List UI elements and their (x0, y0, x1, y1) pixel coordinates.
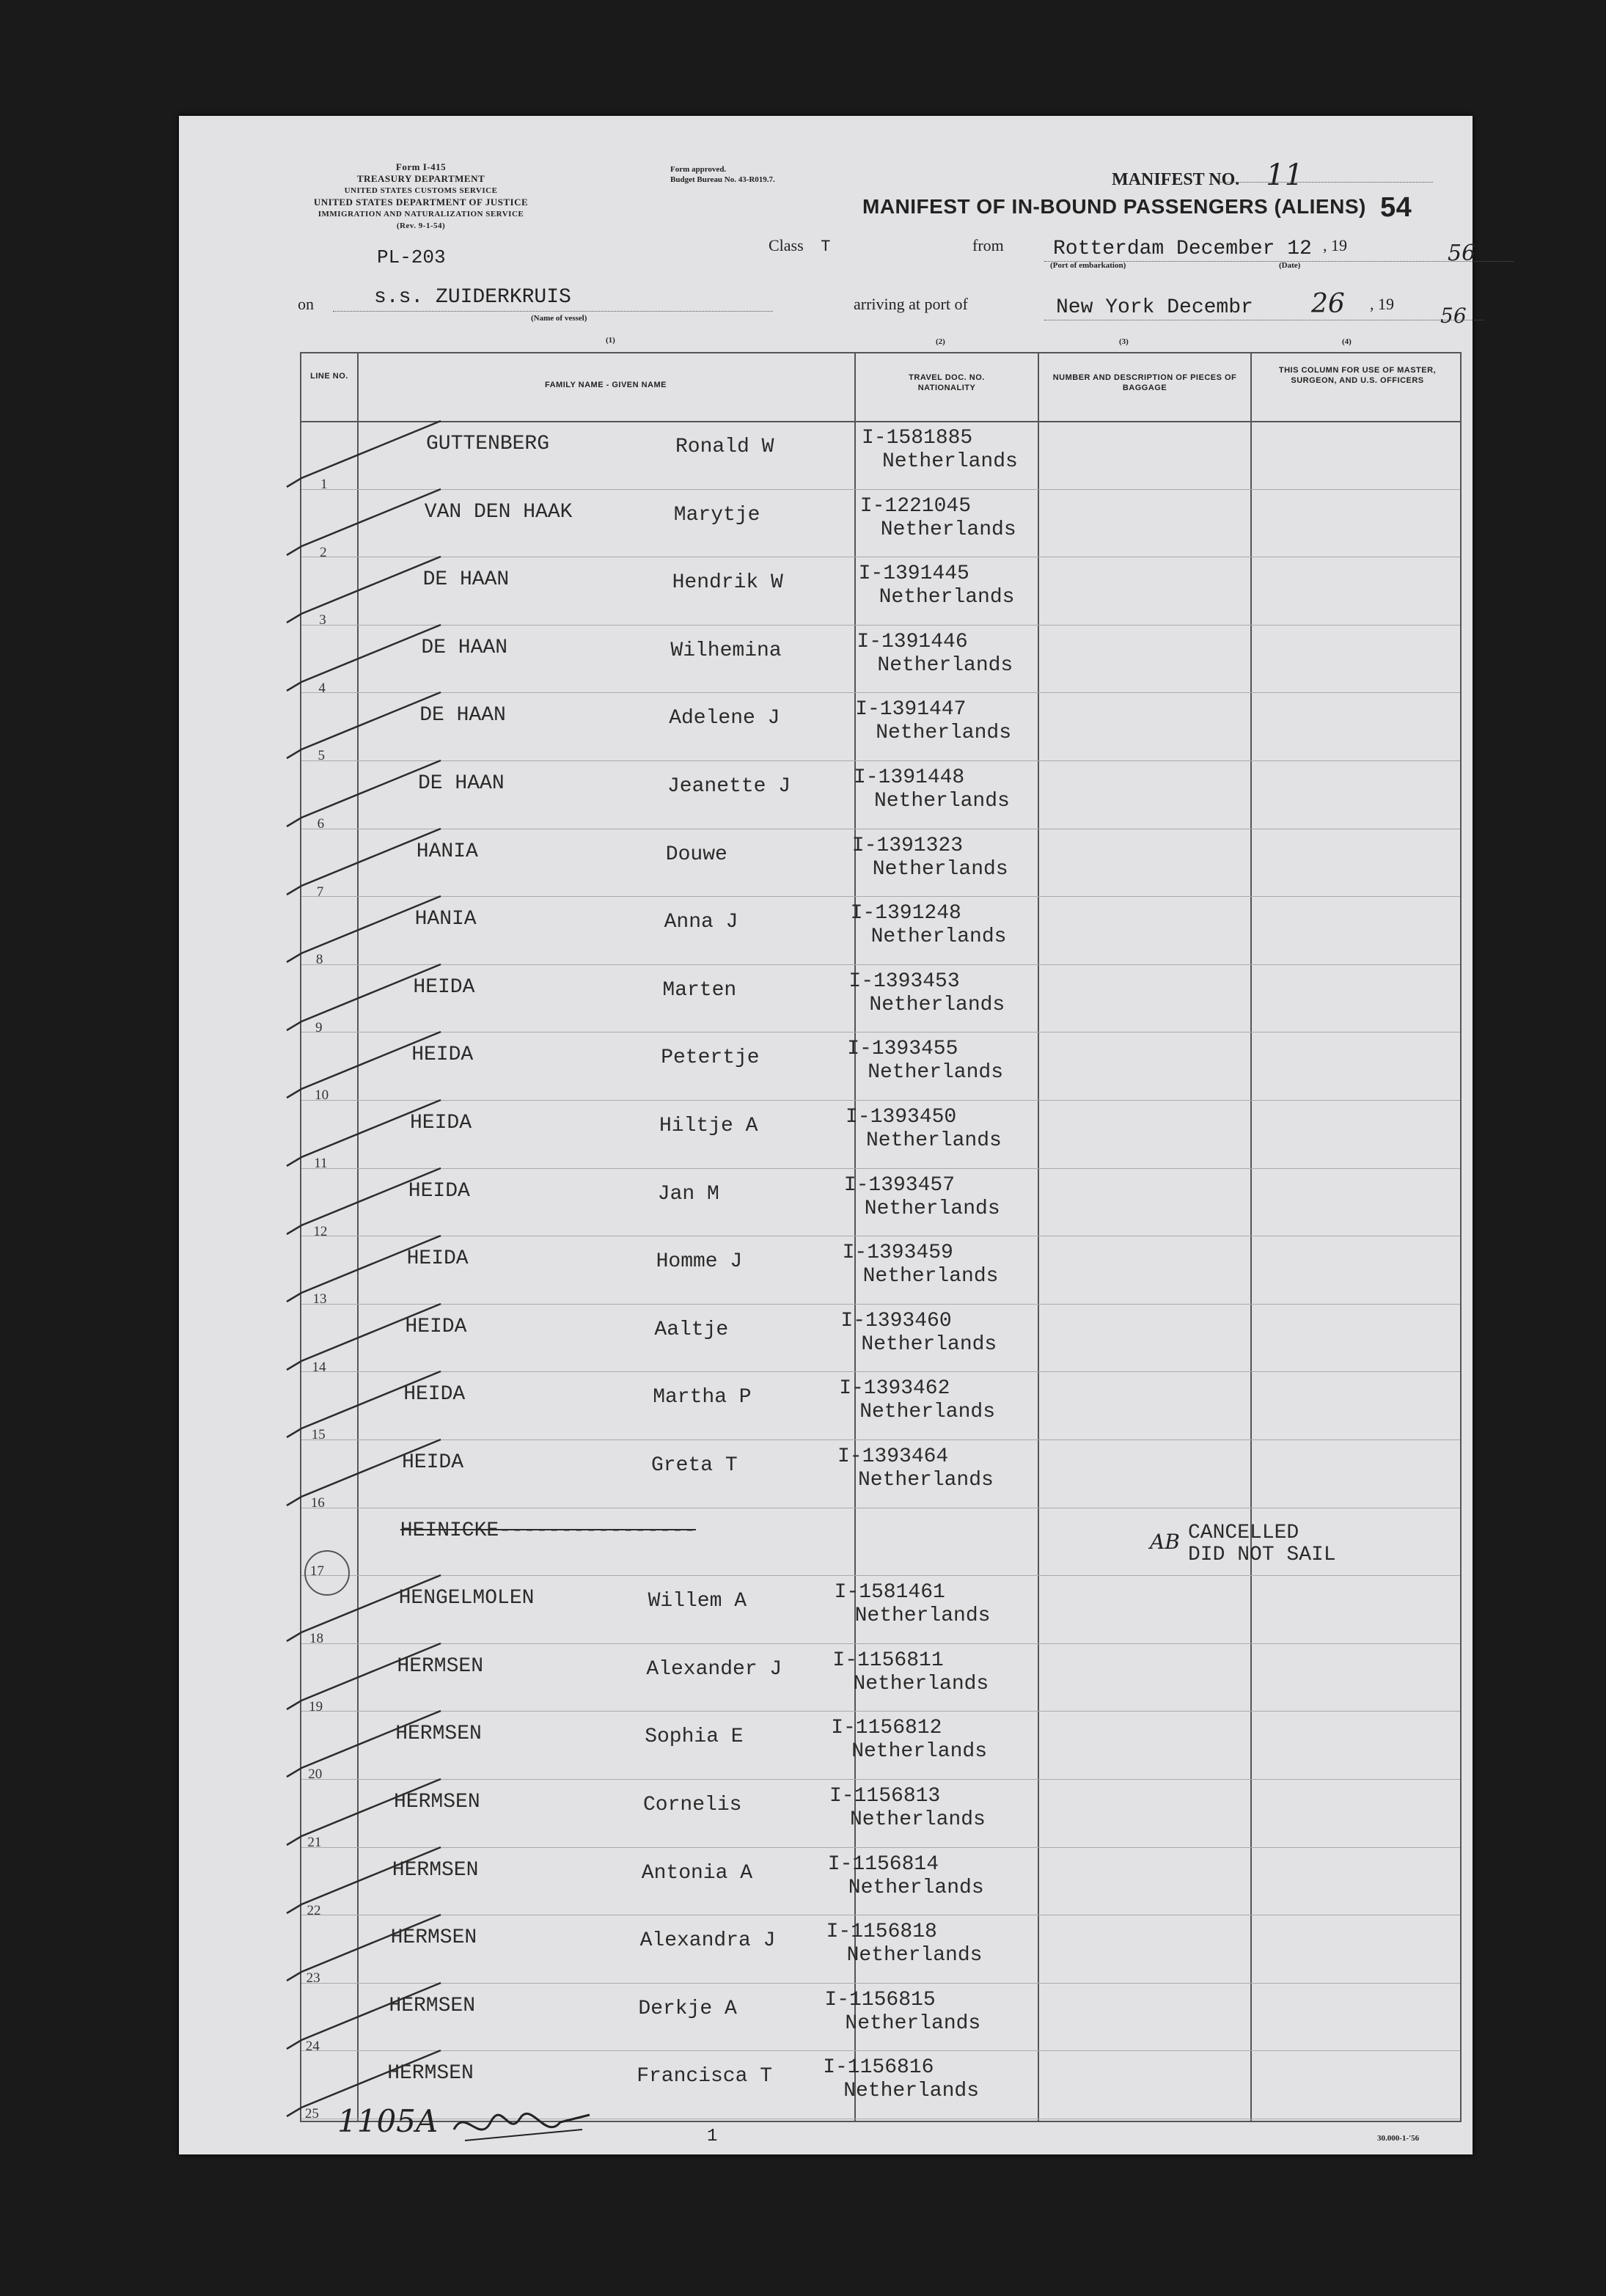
nationality: Netherlands (845, 2011, 981, 2035)
rev-label: (Rev. 9-1-54) (396, 221, 446, 230)
family-name: DE HAAN (422, 568, 510, 592)
pl-number: PL-203 (377, 246, 446, 268)
family-name: HANIA (414, 908, 477, 931)
bottom-signature-scrawl (450, 2100, 597, 2155)
line-number: 9 (315, 1019, 323, 1035)
family-name: DE HAAN (418, 772, 505, 795)
col-number-2: (2) (936, 337, 945, 346)
manifest-no-value: 11 (1266, 158, 1304, 192)
nationality: Netherlands (866, 1129, 1002, 1152)
given-name: Douwe (665, 843, 727, 866)
travel-doc-number: I-1581885 (862, 427, 973, 450)
cancel-line-2: DID NOT SAIL (1188, 1544, 1336, 1566)
travel-doc-number: I-1393462 (839, 1377, 950, 1401)
travel-doc-number: I-1393453 (848, 969, 960, 993)
nationality: Netherlands (862, 1265, 999, 1288)
bottom-mark: 1 (707, 2127, 718, 2146)
table-row (301, 421, 1460, 490)
nationality: Netherlands (858, 1469, 994, 1492)
family-name: HERMSEN (392, 1858, 479, 1882)
table-row (301, 557, 1460, 626)
form-block (260, 161, 582, 232)
travel-doc-number: I-1393450 (846, 1106, 957, 1129)
table-row (301, 1983, 1460, 2052)
family-name: HERMSEN (395, 1723, 482, 1746)
from-year-hand: 56 (1448, 241, 1476, 266)
table-row (301, 1711, 1460, 1783)
line-number: 15 (311, 1427, 326, 1443)
line-number: 4 (318, 680, 326, 696)
given-name: Wilhemina (670, 639, 782, 662)
justice-label: UNITED STATES DEPARTMENT OF JUSTICE (313, 197, 529, 208)
family-name: HEIDA (411, 1044, 474, 1067)
table-row (301, 489, 1460, 558)
family-name: HERMSEN (390, 1926, 477, 1950)
manifest-no (1112, 158, 1303, 192)
table-row (301, 760, 1460, 832)
travel-doc-number: I-1156813 (829, 1785, 941, 1808)
line-number: 1 (320, 477, 328, 492)
travel-doc-number: I-1156811 (832, 1648, 944, 1672)
nationality: Netherlands (868, 1061, 1004, 1085)
table-row (301, 1032, 1460, 1104)
footer-code: 30.000-1-'56 (1377, 2134, 1420, 2143)
nationality: Netherlands (861, 1332, 997, 1356)
given-name: Jeanette J (667, 775, 791, 798)
travel-doc-number: I-1393460 (840, 1309, 952, 1332)
arriving-label: arriving at port of (854, 295, 968, 313)
travel-doc-number: I-1393459 (842, 1241, 953, 1265)
given-name: Petertje (661, 1046, 760, 1070)
nationality: Netherlands (876, 722, 1012, 745)
header-line-no: LINE NO. (310, 372, 348, 381)
given-name: Ronald W (675, 436, 774, 458)
family-name: HENGELMOLEN (398, 1587, 535, 1610)
nationality: Netherlands (880, 518, 1016, 541)
line-number: 5 (318, 748, 325, 764)
header-name: FAMILY NAME - GIVEN NAME (544, 381, 667, 389)
line-number: 13 (312, 1291, 327, 1307)
family-name: DE HAAN (419, 704, 506, 727)
line-number: 14 (312, 1359, 326, 1375)
from-label: from (972, 236, 1004, 254)
travel-doc-number: I-1391448 (854, 766, 965, 789)
given-name: Marytje (673, 503, 760, 527)
line-number: 24 (305, 2038, 320, 2054)
arrival-day: 26 (1311, 289, 1345, 319)
travel-doc-number: I-1156812 (831, 1717, 942, 1740)
travel-doc-number: I-1156818 (826, 1921, 937, 1944)
table-row (301, 1779, 1460, 1848)
given-name: Adelene J (669, 707, 780, 730)
family-name: HEIDA (410, 1112, 472, 1134)
col-number-1: (1) (606, 336, 615, 345)
travel-doc-number: I-1221045 (859, 494, 972, 518)
family-name: HERMSEN (397, 1654, 484, 1678)
manifest-table (300, 352, 1462, 2122)
travel-doc-number: I-1393455 (847, 1038, 958, 1061)
vessel-name: s.s. ZUIDERKRUIS (374, 286, 571, 309)
line-number: 20 (308, 1767, 323, 1783)
family-name: HEIDA (408, 1179, 470, 1203)
line-number: 21 (307, 1835, 322, 1850)
family-name: HERMSEN (387, 2062, 474, 2086)
given-name: Jan M (657, 1182, 719, 1206)
family-name: VAN DEN HAAK (424, 500, 573, 524)
travel-doc-number: I-1391248 (850, 902, 961, 925)
treasury-label: TREASURY DEPARTMENT (356, 173, 485, 184)
table-header (301, 353, 1460, 422)
manifest-no-underline (1220, 182, 1433, 183)
table-row (301, 964, 1460, 1033)
table-row (301, 1915, 1460, 1987)
table-row (301, 1168, 1460, 1237)
family-name: HEINICKE---------------- (400, 1519, 697, 1542)
vessel-caption: (Name of vessel) (531, 314, 587, 323)
cancel-line-1: CANCELLED (1188, 1522, 1299, 1544)
given-name: Hiltje A (659, 1115, 758, 1137)
class-label: Class (769, 236, 804, 254)
ins-label: IMMIGRATION AND NATURALIZATION SERVICE (318, 210, 524, 219)
table-row (301, 1371, 1460, 1443)
given-name: Marten (662, 978, 737, 1002)
customs-label: UNITED STATES CUSTOMS SERVICE (344, 186, 498, 195)
given-name: Willem A (648, 1590, 747, 1613)
line-number: 11 (314, 1156, 328, 1171)
nationality: Netherlands (870, 925, 1007, 949)
family-name: HERMSEN (394, 1791, 480, 1813)
given-name: Anna J (664, 911, 738, 934)
col-number-4: (4) (1342, 337, 1352, 346)
given-name: Martha P (653, 1386, 752, 1409)
line-number: 7 (316, 884, 324, 900)
given-name: Alexandra J (639, 1929, 776, 1953)
table-row (301, 1236, 1460, 1305)
manifest-no-label: MANIFEST NO. (1112, 170, 1240, 189)
travel-doc-number: I-1391323 (851, 834, 964, 857)
check-mark-icon (272, 1432, 448, 1513)
table-row (301, 1100, 1460, 1169)
nationality: Netherlands (882, 450, 1018, 473)
table-row (301, 1643, 1460, 1712)
table-row (301, 692, 1460, 764)
cancel-text (1188, 1522, 1336, 1566)
travel-doc-number: I-1391446 (857, 630, 968, 653)
nationality: Netherlands (854, 1604, 991, 1628)
nationality: Netherlands (846, 1944, 983, 1967)
travel-doc-number: I-1581461 (834, 1581, 945, 1604)
nationality: Netherlands (850, 1808, 986, 1831)
table-row (301, 1304, 1460, 1373)
header-baggage: NUMBER AND DESCRIPTION OF PIECES OF BAGGAGE (1052, 373, 1237, 392)
family-name: HEIDA (403, 1383, 466, 1406)
family-name: DE HAAN (421, 636, 508, 659)
arrival-year-prefix: , 19 (1370, 295, 1394, 313)
header-officers: THIS COLUMN FOR USE OF MASTER, SURGEON, AND U.S. OFFICERS (1278, 366, 1437, 385)
travel-doc-number: I-1391445 (858, 562, 969, 586)
line-number: 16 (310, 1495, 325, 1511)
from-year-prefix: , 19 (1323, 236, 1347, 254)
line-number: 10 (315, 1088, 329, 1104)
line-number: 8 (315, 952, 323, 968)
given-name: Greta T (651, 1454, 738, 1477)
line-number: 23 (306, 1970, 320, 1987)
vessel-underline (333, 311, 773, 312)
from-value: Rotterdam December 12 (1053, 238, 1312, 260)
arrival-value: New York Decembr (1056, 296, 1253, 319)
on-label: on (298, 295, 314, 313)
given-name: Homme J (656, 1250, 743, 1274)
col-number-3: (3) (1119, 337, 1129, 346)
nationality: Netherlands (853, 1672, 989, 1695)
table-row (301, 1847, 1460, 1916)
manifest-sheet (179, 116, 1476, 2154)
nationality: Netherlands (879, 586, 1015, 609)
travel-doc-number: I-1393457 (843, 1173, 956, 1197)
travel-doc-number: I-1156814 (827, 1852, 939, 1876)
header-travel-doc: TRAVEL DOC. NO. NATIONALITY (909, 373, 985, 392)
nationality: Netherlands (864, 1197, 1000, 1220)
given-name: Cornelis (643, 1794, 742, 1816)
table-row (301, 829, 1460, 898)
signature-scrawl-icon (450, 2100, 597, 2152)
manifest-title: MANIFEST OF IN-BOUND PASSENGERS (ALIENS) (862, 195, 1366, 218)
budget-bureau: Budget Bureau No. 43-R019.7. (670, 175, 775, 184)
table-row (301, 1439, 1460, 1511)
nationality: Netherlands (843, 2080, 980, 2103)
line-number: 6 (317, 816, 325, 832)
line-number: 22 (307, 1902, 321, 1918)
family-name: HANIA (416, 840, 478, 863)
line-number: 19 (309, 1698, 323, 1714)
family-name: HEIDA (402, 1451, 464, 1474)
port-caption: (Port of embarkation) (1050, 261, 1126, 270)
line-number: 2 (320, 544, 327, 560)
travel-doc-number: I-1156815 (824, 1988, 936, 2011)
nationality: Netherlands (874, 790, 1010, 813)
class-value: T (821, 238, 831, 256)
given-name: Aaltje (654, 1318, 729, 1341)
given-name: Hendrik W (672, 571, 783, 595)
family-name: HERMSEN (389, 1994, 476, 2017)
family-name: GUTTENBERG (426, 433, 550, 455)
class-field (769, 236, 830, 256)
approval-block (670, 164, 775, 185)
line-number: 18 (309, 1631, 324, 1647)
line-number: 17 (309, 1563, 324, 1579)
family-name: HEIDA (406, 1247, 469, 1271)
cancel-initials: AB (1150, 1530, 1180, 1554)
nationality: Netherlands (869, 993, 1005, 1016)
travel-doc-number: I-1393464 (837, 1445, 949, 1468)
line-number: 25 (304, 2106, 319, 2122)
table-row (301, 1575, 1460, 1647)
travel-doc-number: I-1391447 (855, 698, 967, 722)
form-number: Form I-415 (395, 161, 447, 172)
bottom-handwriting: 1105A (337, 2103, 439, 2139)
nationality: Netherlands (848, 1876, 984, 1899)
nationality: Netherlands (877, 653, 1013, 677)
nationality: Netherlands (859, 1401, 996, 1424)
given-name: Francisca T (637, 2065, 773, 2088)
arrival-year-hand: 56 (1440, 304, 1467, 328)
date-caption: (Date) (1279, 261, 1301, 270)
table-row (301, 896, 1460, 968)
travel-doc-number: I-1156816 (823, 2056, 934, 2080)
family-name: HEIDA (405, 1315, 467, 1338)
given-name: Antonia A (641, 1861, 753, 1885)
family-name: HEIDA (413, 975, 475, 999)
line-number: 3 (319, 612, 326, 628)
form-approved: Form approved. (670, 165, 727, 174)
line-number: 12 (313, 1223, 328, 1239)
given-name: Derkje A (638, 1997, 737, 2020)
given-name: Alexander J (646, 1657, 782, 1681)
given-name: Sophia E (645, 1725, 744, 1749)
table-row (301, 625, 1460, 694)
page-number: 54 (1380, 192, 1412, 223)
nationality: Netherlands (872, 857, 1008, 881)
nationality: Netherlands (851, 1740, 988, 1764)
